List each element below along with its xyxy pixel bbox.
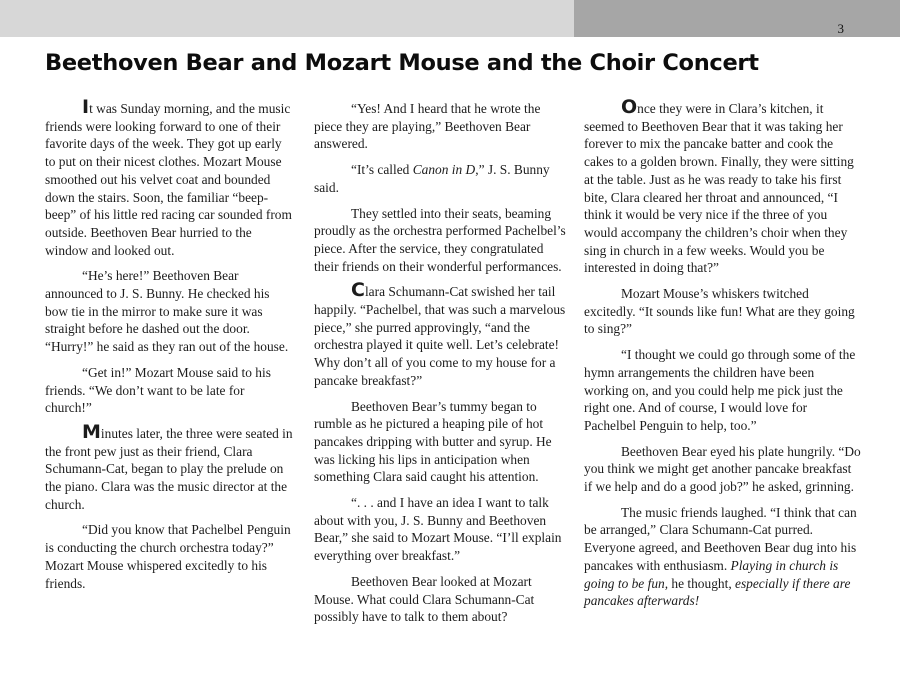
drop-cap: I xyxy=(82,96,90,118)
paragraph: “It’s called Canon in D,” J. S. Bunny said. xyxy=(314,162,550,195)
paragraph: Clara Schumann-Cat swished her tail happily. “Pachelbel, that was such a marvelous piece,” she purred approvingly, “and the orchestra played it quite well. Let’s celebrate! Why don’t all of you come to my house for a pancake breakfast?” xyxy=(314,279,566,388)
header-bar-left xyxy=(0,0,574,37)
paragraph: The music friends laughed. “I think that can be arranged,” Clara Schumann-Cat purred. Everyone agreed, and Beethoven Bear dug into his pancakes with enthusiasm. Playing in church is going to be fun, he thought, especially if there are pancakes afterwards! xyxy=(584,504,857,609)
drop-cap: O xyxy=(621,96,638,118)
song-title: Canon in D xyxy=(412,162,476,178)
column-2 xyxy=(314,100,566,634)
column-3 xyxy=(584,96,862,618)
paragraph: “I thought we could go through some of the hymn arrangements the children have been working on, and you could help me pick just the right one. And of course, I would love for Pachelbel Penguin to help, too.” xyxy=(584,347,856,433)
paragraph: They settled into their seats, beaming proudly as the orchestra performed Pachelbel’s piece. After the service, they congratulated their friends on their wonderful performances. xyxy=(314,205,566,274)
paragraph: Mozart Mouse’s whiskers twitched excitedly. “It sounds like fun! What are they going to sing?” xyxy=(584,286,855,337)
page-number: 3 xyxy=(837,21,844,36)
paragraph: Once they were in Clara’s kitchen, it seemed to Beethoven Bear that it was taking her forever to mix the pancake batter and cook the cakes to a golden brown. Finally, they were sitting at the table. Just as he was ready to take his first bite, Clara cleared her throat and announced, “I think it would be very nice if the three of you would accompany the children’s choir when they sing in church in a few weeks. Would you be interested in doing that?” xyxy=(584,96,854,276)
paragraph: Beethoven Bear looked at Mozart Mouse. What could Clara Schumann-Cat possibly have to talk to them about? xyxy=(314,573,535,625)
paragraph: Minutes later, the three were seated in the front pew just as their friend, Clara Schumann-Cat, began to play the prelude on the piano. Clara was the music director at the church. xyxy=(45,420,293,512)
paragraph: “Did you know that Pachelbel Penguin is conducting the church orchestra today?” Mozart Mouse whispered excitedly to his friends. xyxy=(45,522,291,591)
drop-cap: M xyxy=(82,420,101,443)
paragraph: “He’s here!” Beethoven Bear announced to J. S. Bunny. He checked his bow tie in the mirror to make sure it was straight before he dashed out the door. “Hurry!” he said as they ran out of the house. xyxy=(45,268,289,355)
header-bar-right xyxy=(574,0,900,37)
drop-cap: C xyxy=(351,279,365,302)
paragraph: “Yes! And I heard that he wrote the piece they are playing,” Beethoven Bear answered. xyxy=(314,101,541,152)
paragraph: It was Sunday morning, and the music friends were looking forward to one of their favorite days of the week. They got up early to put on their nicest clothes. Mozart Mouse smoothed out his velvet coat and bounded down the stairs. Soon, the familiar “beep-beep” of his little red racing car sounded from outside. Beethoven Bear hurried to the window and looked out. xyxy=(45,96,292,258)
paragraph: Beethoven Bear eyed his plate hungrily. “Do you think we might get another pancake breakfast if we help and do a good job?” he asked, grinning. xyxy=(584,443,861,495)
column-1 xyxy=(45,96,293,600)
paragraph: Beethoven Bear’s tummy began to rumble as he pictured a heaping pile of hot pancakes dripping with butter and syrup. He was licking his lips in anticipation when something Clara said caught his attention. xyxy=(314,398,552,485)
story-title: Beethoven Bear and Mozart Mouse and the Choir Concert xyxy=(45,50,759,76)
paragraph: “. . . and I have an idea I want to talk about with you, J. S. Bunny and Beethoven Bear,” she said to Mozart Mouse. “I’ll explain everything over breakfast.” xyxy=(314,495,562,564)
paragraph: “Get in!” Mozart Mouse said to his friends. “We don’t want to be late for church!” xyxy=(45,364,271,416)
